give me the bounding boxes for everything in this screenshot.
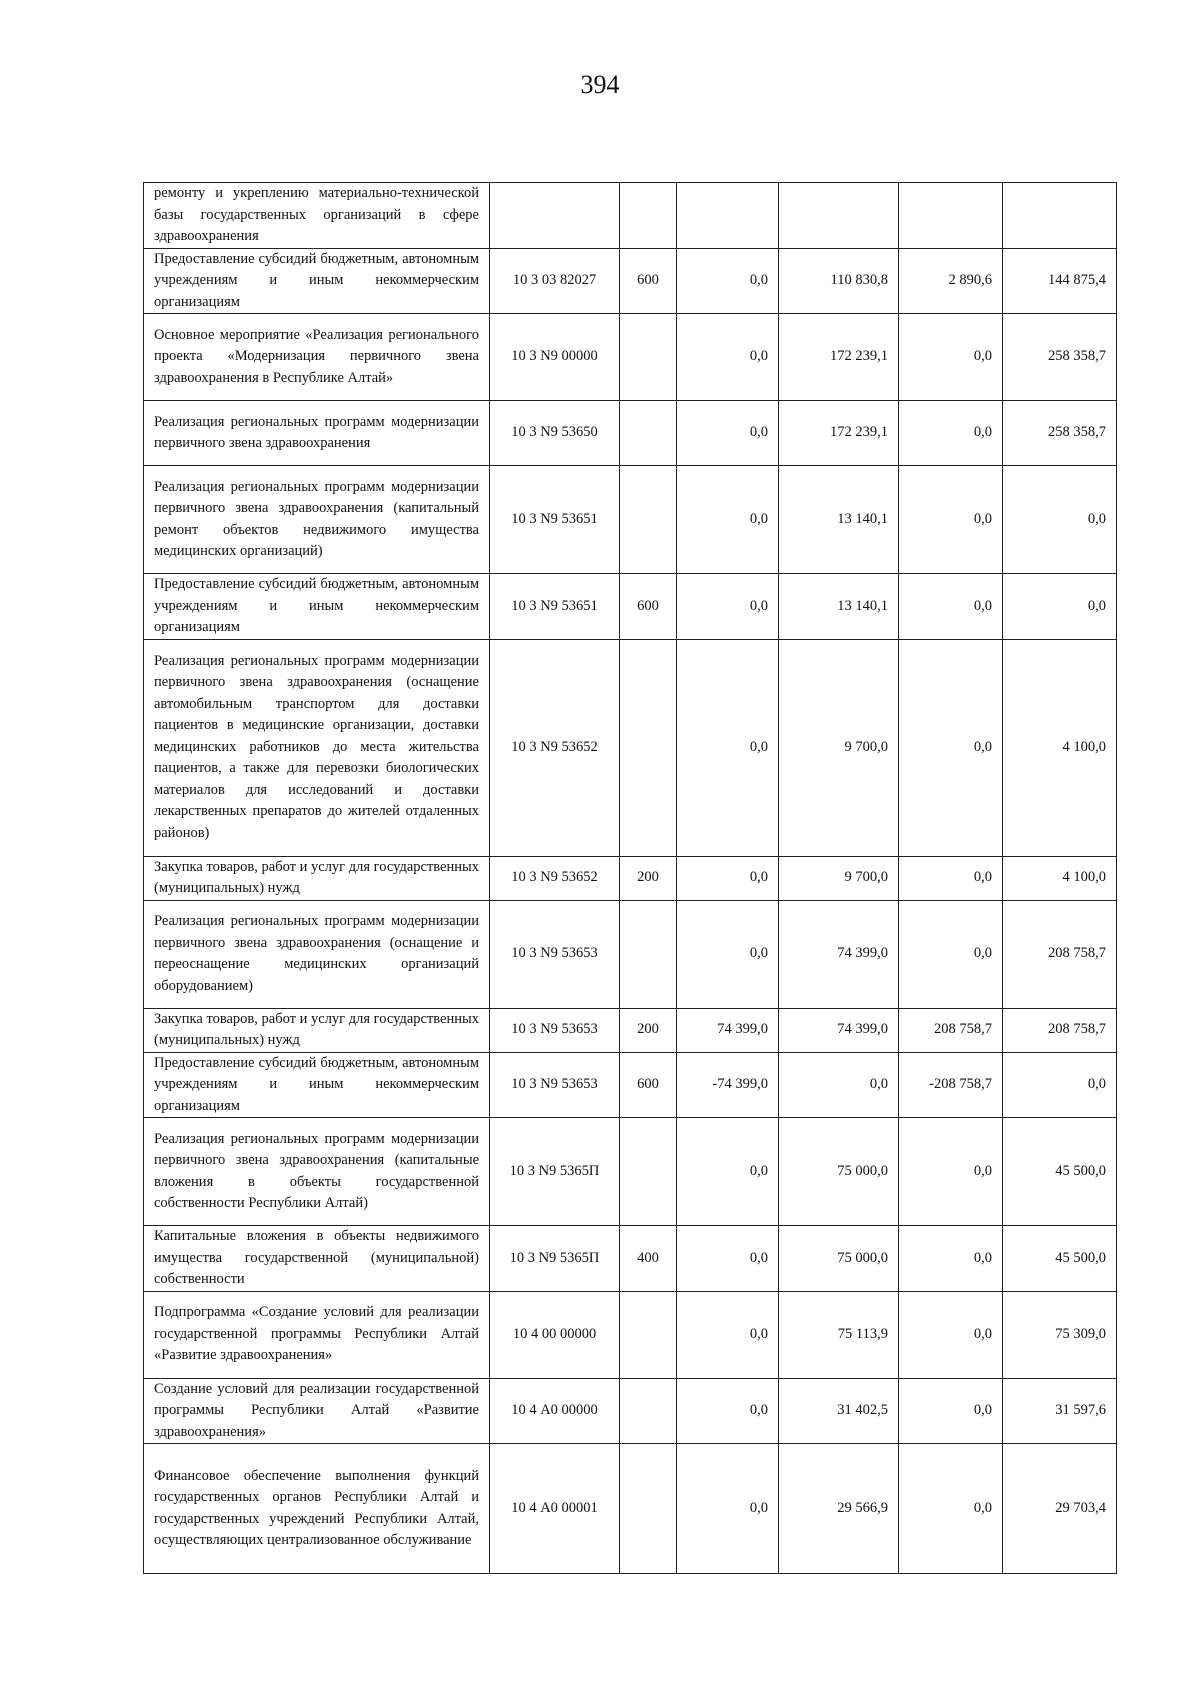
row-value-3 [899,183,1003,249]
row-name: Предоставление субсидий бюджетным, автономным учреждениям и иным некоммерческим организациям [144,1052,490,1118]
table-row [144,900,1117,1008]
row-value-2: 13 140,1 [779,466,899,574]
row-value-1: 0,0 [677,466,779,574]
row-value-1: 0,0 [677,401,779,466]
row-value-3: 0,0 [899,1226,1003,1292]
row-code: 10 3 N9 53650 [490,401,620,466]
row-value-2: 172 239,1 [779,314,899,401]
row-code: 10 4 00 00000 [490,1291,620,1378]
row-value-3: 0,0 [899,401,1003,466]
row-name: ремонту и укреплению материально-технической базы государственных организаций в сфере здравоохранения [144,183,490,249]
table-row [144,1378,1117,1444]
row-value-1: 0,0 [677,1378,779,1444]
table-row [144,1226,1117,1292]
row-code: 10 3 N9 53652 [490,639,620,856]
row-name: Основное мероприятие «Реализация регионального проекта «Модернизация первичного звена здравоохранения в Республике Алтай» [144,314,490,401]
row-expense-type [620,466,677,574]
row-value-3: 0,0 [899,900,1003,1008]
row-expense-type: 600 [620,574,677,640]
row-expense-type: 400 [620,1226,677,1292]
row-value-1: 0,0 [677,1226,779,1292]
row-name: Закупка товаров, работ и услуг для государственных (муниципальных) нужд [144,1008,490,1052]
row-value-2: 29 566,9 [779,1444,899,1574]
row-value-1: 0,0 [677,574,779,640]
row-name: Реализация региональных программ модернизации первичного звена здравоохранения (оснащение и переоснащение медицинских организаций оборудованием) [144,900,490,1008]
table-row [144,466,1117,574]
row-name: Реализация региональных программ модернизации первичного звена здравоохранения (оснащение автомобильным транспортом для доставки пациентов в медицинские организации, доставки медицинских работников до места жительства пациентов, а также для перевозки биологических материалов для исследований и доставки лекарственных препаратов до жителей отдаленных районов) [144,639,490,856]
row-value-1: 0,0 [677,1291,779,1378]
row-value-3: 0,0 [899,466,1003,574]
row-expense-type [620,639,677,856]
row-value-4: 0,0 [1003,574,1117,640]
row-code: 10 3 N9 53653 [490,900,620,1008]
table-body [144,183,1117,1574]
row-value-3: 0,0 [899,314,1003,401]
row-name: Реализация региональных программ модернизации первичного звена здравоохранения [144,401,490,466]
row-expense-type [620,183,677,249]
row-value-4: 208 758,7 [1003,1008,1117,1052]
row-expense-type [620,900,677,1008]
row-value-1: 0,0 [677,248,779,314]
row-value-1: 0,0 [677,639,779,856]
row-expense-type: 200 [620,856,677,900]
row-code: 10 3 N9 53653 [490,1008,620,1052]
row-code: 10 3 N9 53651 [490,466,620,574]
table-row [144,1444,1117,1574]
row-name: Финансовое обеспечение выполнения функций государственных органов Республики Алтай и государственных учреждений Республики Алтай, осуществляющих централизованное обслуживание [144,1444,490,1574]
row-code: 10 4 А0 00001 [490,1444,620,1574]
row-value-4: 29 703,4 [1003,1444,1117,1574]
row-value-4: 258 358,7 [1003,314,1117,401]
table-row [144,1052,1117,1118]
row-value-1: 0,0 [677,314,779,401]
row-value-2: 74 399,0 [779,900,899,1008]
row-code: 10 3 N9 5365П [490,1118,620,1226]
row-name: Реализация региональных программ модернизации первичного звена здравоохранения (капитальные вложения в объекты государственной собственности Республики Алтай) [144,1118,490,1226]
row-value-4: 45 500,0 [1003,1118,1117,1226]
row-name: Капитальные вложения в объекты недвижимого имущества государственной (муниципальной) собственности [144,1226,490,1292]
row-value-4: 4 100,0 [1003,639,1117,856]
row-value-4: 0,0 [1003,1052,1117,1118]
row-expense-type [620,1291,677,1378]
row-value-3: 0,0 [899,856,1003,900]
row-value-2: 13 140,1 [779,574,899,640]
row-name: Предоставление субсидий бюджетным, автономным учреждениям и иным некоммерческим организациям [144,574,490,640]
table-row [144,1008,1117,1052]
row-value-1: 0,0 [677,900,779,1008]
row-value-1: 0,0 [677,856,779,900]
table-row [144,401,1117,466]
row-code: 10 3 03 82027 [490,248,620,314]
row-value-1: 74 399,0 [677,1008,779,1052]
row-value-3: 0,0 [899,1118,1003,1226]
row-value-3: 2 890,6 [899,248,1003,314]
row-expense-type [620,1444,677,1574]
row-code: 10 3 N9 53651 [490,574,620,640]
row-code: 10 3 N9 53652 [490,856,620,900]
row-expense-type [620,1118,677,1226]
table-row [144,639,1117,856]
row-value-2: 74 399,0 [779,1008,899,1052]
row-value-1: -74 399,0 [677,1052,779,1118]
budget-table [143,182,1117,1574]
row-code [490,183,620,249]
row-value-2: 75 000,0 [779,1226,899,1292]
table-row [144,183,1117,249]
row-value-1: 0,0 [677,1444,779,1574]
page-number: 394 [580,70,620,99]
row-value-3: 0,0 [899,639,1003,856]
row-value-3: -208 758,7 [899,1052,1003,1118]
row-expense-type [620,401,677,466]
row-value-4: 0,0 [1003,466,1117,574]
row-value-4: 31 597,6 [1003,1378,1117,1444]
row-name: Предоставление субсидий бюджетным, автономным учреждениям и иным некоммерческим организациям [144,248,490,314]
row-value-1 [677,183,779,249]
row-value-2: 31 402,5 [779,1378,899,1444]
table-row [144,248,1117,314]
row-value-2: 0,0 [779,1052,899,1118]
row-name: Подпрограмма «Создание условий для реализации государственной программы Республики Алтай «Развитие здравоохранения» [144,1291,490,1378]
row-expense-type: 600 [620,248,677,314]
table-row [144,856,1117,900]
row-code: 10 3 N9 53653 [490,1052,620,1118]
row-value-4 [1003,183,1117,249]
row-value-2: 172 239,1 [779,401,899,466]
row-value-2: 110 830,8 [779,248,899,314]
row-value-4: 4 100,0 [1003,856,1117,900]
row-value-3: 0,0 [899,574,1003,640]
row-expense-type: 200 [620,1008,677,1052]
table-row [144,574,1117,640]
row-value-2: 75 113,9 [779,1291,899,1378]
row-value-4: 208 758,7 [1003,900,1117,1008]
row-value-2: 9 700,0 [779,856,899,900]
row-name: Создание условий для реализации государственной программы Республики Алтай «Развитие здравоохранения» [144,1378,490,1444]
row-name: Закупка товаров, работ и услуг для государственных (муниципальных) нужд [144,856,490,900]
row-value-4: 144 875,4 [1003,248,1117,314]
row-value-4: 75 309,0 [1003,1291,1117,1378]
row-name: Реализация региональных программ модернизации первичного звена здравоохранения (капитальный ремонт объектов недвижимого имущества медицинских организаций) [144,466,490,574]
row-value-1: 0,0 [677,1118,779,1226]
row-value-4: 45 500,0 [1003,1226,1117,1292]
table-row [144,1291,1117,1378]
row-value-3: 208 758,7 [899,1008,1003,1052]
row-value-4: 258 358,7 [1003,401,1117,466]
row-code: 10 4 А0 00000 [490,1378,620,1444]
table-row [144,1118,1117,1226]
row-value-2 [779,183,899,249]
table-row [144,314,1117,401]
row-expense-type: 600 [620,1052,677,1118]
row-value-3: 0,0 [899,1378,1003,1444]
row-expense-type [620,314,677,401]
row-value-2: 9 700,0 [779,639,899,856]
row-expense-type [620,1378,677,1444]
row-code: 10 3 N9 5365П [490,1226,620,1292]
row-value-2: 75 000,0 [779,1118,899,1226]
row-value-3: 0,0 [899,1444,1003,1574]
row-code: 10 3 N9 00000 [490,314,620,401]
row-value-3: 0,0 [899,1291,1003,1378]
